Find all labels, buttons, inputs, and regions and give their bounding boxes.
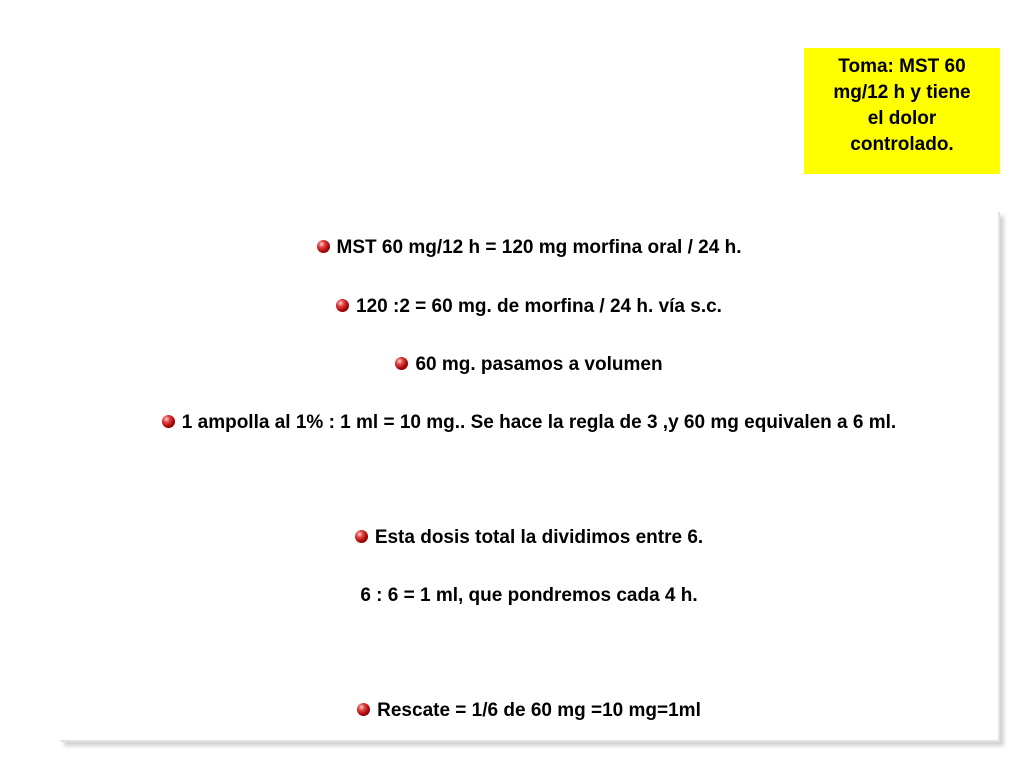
line-text: 60 mg. pasamos a volumen xyxy=(415,354,663,375)
red-sphere-bullet-icon xyxy=(355,530,368,543)
bullet-line-subcutaneous-dose xyxy=(60,294,998,320)
red-sphere-bullet-icon xyxy=(357,703,370,716)
bullet-line-volume xyxy=(60,352,998,378)
note-line-1: Toma: MST 60 xyxy=(838,56,966,77)
bullet-line-ampoule xyxy=(60,410,998,436)
content-panel xyxy=(60,212,1000,742)
note-line-4: controlado. xyxy=(850,134,954,155)
bullet-line-rescue xyxy=(60,698,998,724)
summary-note-box xyxy=(804,48,1000,174)
text-line-per-dose xyxy=(60,583,998,609)
note-line-2: mg/12 h y tiene xyxy=(833,82,971,103)
line-text: Rescate = 1/6 de 60 mg =10 mg=1ml xyxy=(377,700,701,721)
red-sphere-bullet-icon xyxy=(162,415,175,428)
note-line-3: el dolor xyxy=(867,108,937,129)
line-text: 1 ampolla al 1% : 1 ml = 10 mg.. Se hace la regla de 3 ,y 60 mg equivalen a 6 ml. xyxy=(181,412,897,433)
red-sphere-bullet-icon xyxy=(317,240,330,253)
red-sphere-bullet-icon xyxy=(395,357,408,370)
line-text: MST 60 mg/12 h = 120 mg morfina oral / 24 h. xyxy=(336,237,742,258)
line-text: 120 :2 = 60 mg. de morfina / 24 h. vía s.c. xyxy=(356,296,722,317)
line-text: 6 : 6 = 1 ml, que pondremos cada 4 h. xyxy=(360,585,698,606)
bullet-line-morphine-conversion xyxy=(60,235,998,261)
line-text: Esta dosis total la dividimos entre 6. xyxy=(374,527,704,548)
red-sphere-bullet-icon xyxy=(336,299,349,312)
bullet-line-divide-dose xyxy=(60,525,998,551)
